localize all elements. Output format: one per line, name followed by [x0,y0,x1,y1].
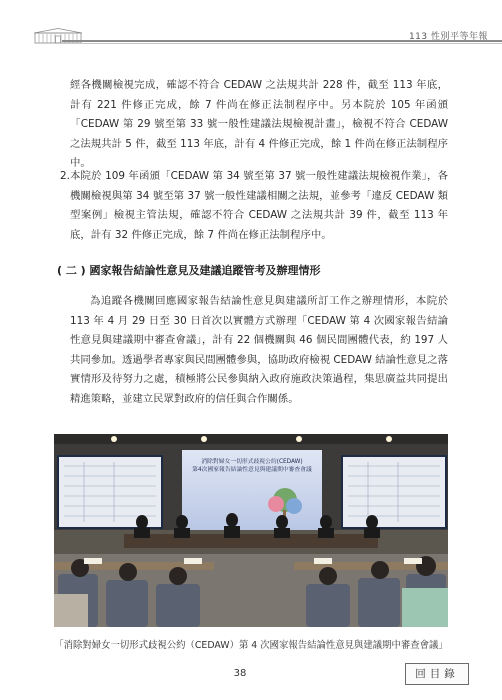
section-title: ( 二 ) 國家報告結論性意見及建議追蹤管考及辦理情形 [57,264,321,277]
screen-title-line1: 消除對婦女一切形式歧視公約(CEDAW) [201,459,303,465]
page-header [0,0,502,50]
meeting-photo [54,434,448,627]
list-number: 2. [60,170,70,182]
header-rule-thin [62,43,502,44]
screen-title-line2: 第4次國家報告結論性意見與建議期中審查會議 [192,467,312,473]
back-to-contents-button[interactable]: 回目錄 [405,663,469,685]
projection-screen-text [184,458,320,474]
paragraph-regulation-review: 經各機關檢視完成，確認不符合 CEDAW 之法規共計 228 件，截至 113 年底，計有 221 件修正完成，餘 7 件尚在修正法制程序中。另本院於 105 年函頒「CEDAW 第 29 號至第 33 號一般性建議法規檢視計畫」，檢視不符合 CEDAW 之法規共計 5 件，截至 113 年底，計有 4 件修正完成，餘 1 件尚在修正法制程序中。 [70,79,448,170]
photo-caption: 「消除對婦女一切形式歧視公約（CEDAW）第 4 次國家報告結論性意見與建議期中審查會議」 [54,640,448,651]
paragraph-follow-up: 為追蹤各機關回應國家報告結論性意見與建議所訂工作之辦理情形，本院於 113 年 4 月 29 日至 30 日首次以實體方式辦理「CEDAW 第 4 次國家報告結論性意見與建議期中審查會議」，計有 22 個機關與 46 個民間團體代表，約 197 人共同參加。透過學者專家與民間團體參與，協助政府檢視 CEDAW 結論性意見之落實情形及待努力之處，積極將公民參與納入政府施政決策過程，集思廣益共同提出精進策略，並建立民眾對政府的信任與合作關係。 [70,295,448,405]
page-number: 38 [233,668,247,679]
paragraph-item-2: 本院於 109 年函頒「CEDAW 第 34 號至第 37 號一般性建議法規檢視作業」，各機關檢視與第 34 號至第 37 號一般性建議相關之法規，並參考「違反 CEDAW 類型案例」檢視主管法規，確認不符合 CEDAW 之法規共計 39 件，截至 113 年底，計有 32 件修正完成，餘 7 件尚在修正法制程序中。 [70,170,448,241]
report-title: 113 性別平等年報 [408,32,488,42]
